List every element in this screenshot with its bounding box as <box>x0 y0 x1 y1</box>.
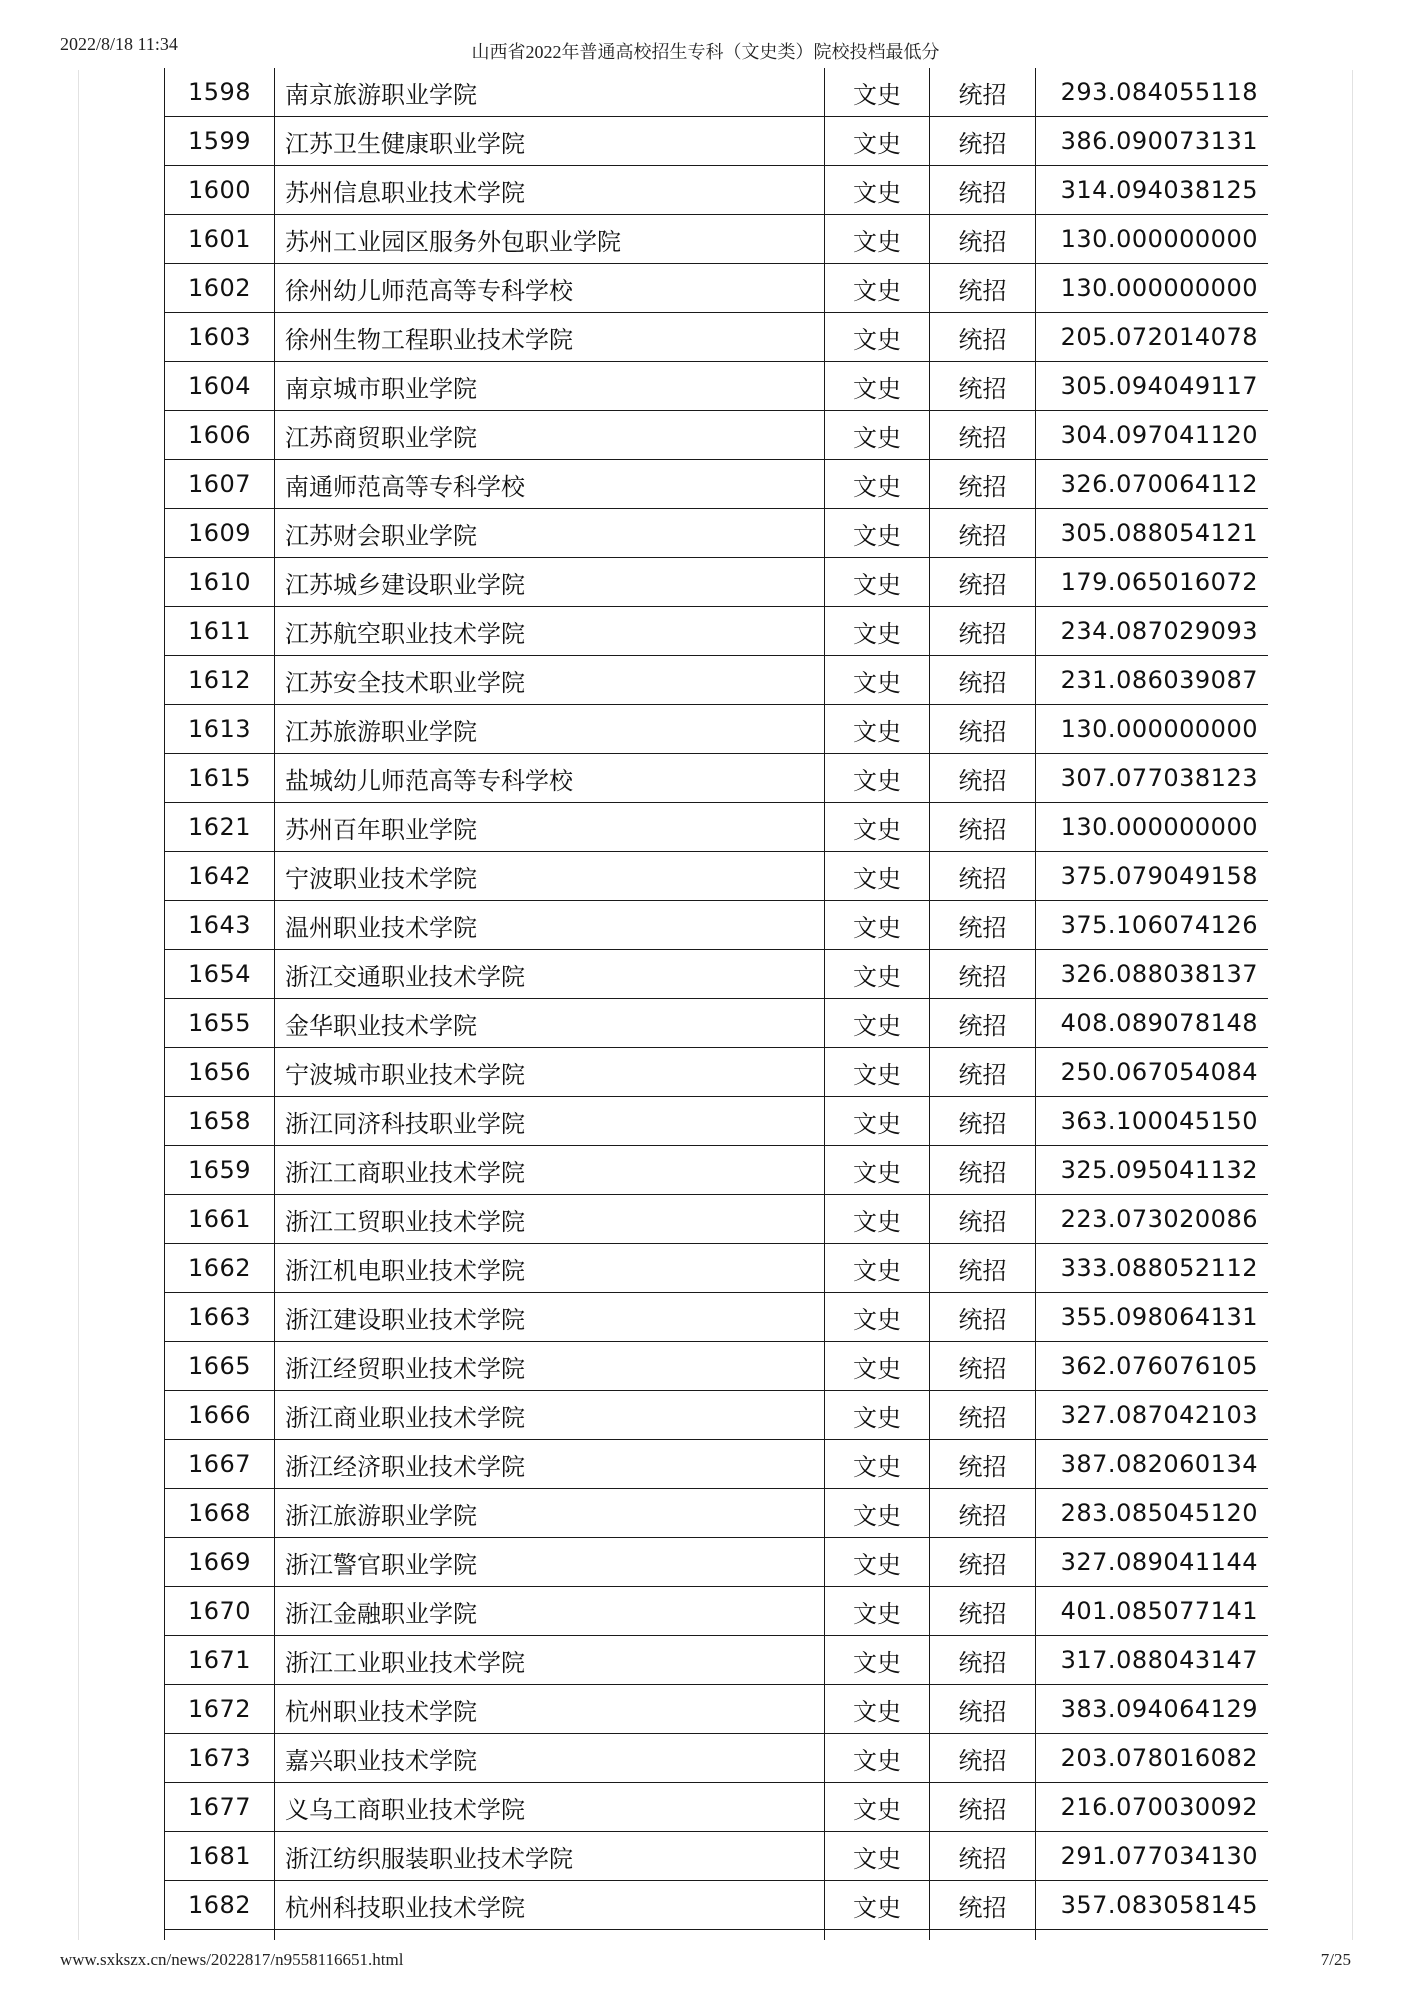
table-row <box>165 754 1269 803</box>
min-score-cell: 327.089041144 <box>1036 1538 1269 1587</box>
school-name-cell: 宁波城市职业技术学院 <box>275 1048 825 1097</box>
category-cell: 文史 <box>825 215 930 264</box>
table-row <box>165 1097 1269 1146</box>
min-score-cell: 355.098064131 <box>1036 1293 1269 1342</box>
school-code-cell: 1654 <box>165 950 275 999</box>
table-row <box>165 1832 1269 1881</box>
table-row <box>165 68 1269 117</box>
category-cell: 文史 <box>825 1293 930 1342</box>
school-code-cell: 1598 <box>165 68 275 117</box>
min-score-cell: 305.094049117 <box>1036 362 1269 411</box>
school-code-cell: 1671 <box>165 1636 275 1685</box>
min-score-cell: 314.094038125 <box>1036 166 1269 215</box>
school-code-cell: 1643 <box>165 901 275 950</box>
category-cell: 文史 <box>825 1391 930 1440</box>
school-code-cell: 1672 <box>165 1685 275 1734</box>
school-name-cell: 杭州职业技术学院 <box>275 1685 825 1734</box>
category-cell: 文史 <box>825 705 930 754</box>
school-code-cell: 1681 <box>165 1832 275 1881</box>
admission-type-cell: 统招 <box>930 1146 1036 1195</box>
admission-type-cell: 统招 <box>930 1783 1036 1832</box>
min-score-cell: 327.087042103 <box>1036 1391 1269 1440</box>
table-row <box>165 460 1269 509</box>
school-code-cell: 1655 <box>165 999 275 1048</box>
table-row <box>165 1538 1269 1587</box>
school-code-cell: 1666 <box>165 1391 275 1440</box>
school-name-cell: 江苏商贸职业学院 <box>275 411 825 460</box>
category-cell: 文史 <box>825 1587 930 1636</box>
school-name-cell: 南通师范高等专科学校 <box>275 460 825 509</box>
school-name-cell: 江苏卫生健康职业学院 <box>275 117 825 166</box>
school-code-cell: 1603 <box>165 313 275 362</box>
school-name-cell: 宁波职业技术学院 <box>275 852 825 901</box>
admission-type-cell: 统招 <box>930 1538 1036 1587</box>
min-score-cell: 223.073020086 <box>1036 1195 1269 1244</box>
category-cell: 文史 <box>825 901 930 950</box>
school-code-cell: 1600 <box>165 166 275 215</box>
school-code-cell: 1665 <box>165 1342 275 1391</box>
school-name-cell: 浙江工商职业技术学院 <box>275 1146 825 1195</box>
category-cell: 文史 <box>825 1146 930 1195</box>
min-score-cell: 317.088043147 <box>1036 1636 1269 1685</box>
table-row <box>165 1440 1269 1489</box>
school-code-cell: 1663 <box>165 1293 275 1342</box>
school-code-cell: 1667 <box>165 1440 275 1489</box>
school-code-cell: 1611 <box>165 607 275 656</box>
school-name-cell: 浙江经济职业技术学院 <box>275 1440 825 1489</box>
empty-cell <box>275 1930 825 1941</box>
table-row-continued <box>165 1930 1269 1941</box>
page-left-rule <box>78 70 79 1940</box>
school-code-cell: 1612 <box>165 656 275 705</box>
min-score-cell: 130.000000000 <box>1036 215 1269 264</box>
school-code-cell: 1662 <box>165 1244 275 1293</box>
table-row <box>165 509 1269 558</box>
school-code-cell: 1642 <box>165 852 275 901</box>
min-score-cell: 333.088052112 <box>1036 1244 1269 1293</box>
admission-type-cell: 统招 <box>930 852 1036 901</box>
table-row <box>165 1244 1269 1293</box>
table-row <box>165 1783 1269 1832</box>
min-score-cell: 386.090073131 <box>1036 117 1269 166</box>
category-cell: 文史 <box>825 558 930 607</box>
table-row <box>165 1048 1269 1097</box>
admission-type-cell: 统招 <box>930 509 1036 558</box>
page-right-rule <box>1352 70 1353 1940</box>
admission-type-cell: 统招 <box>930 1587 1036 1636</box>
admission-type-cell: 统招 <box>930 313 1036 362</box>
category-cell: 文史 <box>825 1538 930 1587</box>
school-code-cell: 1669 <box>165 1538 275 1587</box>
school-name-cell: 义乌工商职业技术学院 <box>275 1783 825 1832</box>
table-row <box>165 1293 1269 1342</box>
empty-cell <box>1036 1930 1269 1941</box>
min-score-cell: 375.079049158 <box>1036 852 1269 901</box>
min-score-cell: 401.085077141 <box>1036 1587 1269 1636</box>
category-cell: 文史 <box>825 460 930 509</box>
category-cell: 文史 <box>825 1734 930 1783</box>
school-name-cell: 浙江金融职业学院 <box>275 1587 825 1636</box>
category-cell: 文史 <box>825 1097 930 1146</box>
table-row <box>165 558 1269 607</box>
table-row <box>165 1881 1269 1930</box>
school-code-cell: 1607 <box>165 460 275 509</box>
school-name-cell: 江苏财会职业学院 <box>275 509 825 558</box>
category-cell: 文史 <box>825 117 930 166</box>
school-code-cell: 1670 <box>165 1587 275 1636</box>
min-score-cell: 383.094064129 <box>1036 1685 1269 1734</box>
admission-score-table <box>164 68 1268 1940</box>
admission-type-cell: 统招 <box>930 1097 1036 1146</box>
category-cell: 文史 <box>825 362 930 411</box>
min-score-cell: 203.078016082 <box>1036 1734 1269 1783</box>
school-code-cell: 1658 <box>165 1097 275 1146</box>
category-cell: 文史 <box>825 1636 930 1685</box>
school-name-cell: 浙江旅游职业学院 <box>275 1489 825 1538</box>
table-row <box>165 264 1269 313</box>
table-row <box>165 950 1269 999</box>
category-cell: 文史 <box>825 1832 930 1881</box>
category-cell: 文史 <box>825 803 930 852</box>
school-name-cell: 浙江警官职业学院 <box>275 1538 825 1587</box>
school-code-cell: 1677 <box>165 1783 275 1832</box>
min-score-cell: 234.087029093 <box>1036 607 1269 656</box>
category-cell: 文史 <box>825 1783 930 1832</box>
min-score-cell: 250.067054084 <box>1036 1048 1269 1097</box>
page-number: 7/25 <box>1320 1950 1351 1969</box>
category-cell: 文史 <box>825 68 930 117</box>
table-row <box>165 1195 1269 1244</box>
school-code-cell: 1599 <box>165 117 275 166</box>
school-code-cell: 1656 <box>165 1048 275 1097</box>
school-code-cell: 1673 <box>165 1734 275 1783</box>
print-datetime: 2022/8/18 11:34 <box>60 34 178 54</box>
min-score-cell: 130.000000000 <box>1036 803 1269 852</box>
admission-type-cell: 统招 <box>930 1832 1036 1881</box>
school-name-cell: 苏州百年职业学院 <box>275 803 825 852</box>
table-row <box>165 1734 1269 1783</box>
min-score-cell: 362.076076105 <box>1036 1342 1269 1391</box>
admission-type-cell: 统招 <box>930 362 1036 411</box>
school-name-cell: 南京旅游职业学院 <box>275 68 825 117</box>
school-code-cell: 1621 <box>165 803 275 852</box>
min-score-cell: 305.088054121 <box>1036 509 1269 558</box>
school-name-cell: 江苏旅游职业学院 <box>275 705 825 754</box>
school-code-cell: 1610 <box>165 558 275 607</box>
admission-type-cell: 统招 <box>930 411 1036 460</box>
school-name-cell: 嘉兴职业技术学院 <box>275 1734 825 1783</box>
school-name-cell: 浙江工业职业技术学院 <box>275 1636 825 1685</box>
category-cell: 文史 <box>825 1342 930 1391</box>
table-row <box>165 215 1269 264</box>
category-cell: 文史 <box>825 1244 930 1293</box>
admission-type-cell: 统招 <box>930 999 1036 1048</box>
empty-cell <box>165 1930 275 1941</box>
category-cell: 文史 <box>825 852 930 901</box>
category-cell: 文史 <box>825 1195 930 1244</box>
min-score-cell: 325.095041132 <box>1036 1146 1269 1195</box>
category-cell: 文史 <box>825 1685 930 1734</box>
admission-type-cell: 统招 <box>930 607 1036 656</box>
admission-type-cell: 统招 <box>930 1440 1036 1489</box>
category-cell: 文史 <box>825 1881 930 1930</box>
table-row <box>165 656 1269 705</box>
school-name-cell: 浙江纺织服装职业技术学院 <box>275 1832 825 1881</box>
school-code-cell: 1668 <box>165 1489 275 1538</box>
admission-type-cell: 统招 <box>930 1293 1036 1342</box>
min-score-cell: 363.100045150 <box>1036 1097 1269 1146</box>
min-score-cell: 326.088038137 <box>1036 950 1269 999</box>
table-row <box>165 1489 1269 1538</box>
table-row <box>165 803 1269 852</box>
table-row <box>165 607 1269 656</box>
empty-cell <box>825 1930 930 1941</box>
table-row <box>165 1685 1269 1734</box>
table-row <box>165 411 1269 460</box>
table-row <box>165 166 1269 215</box>
table-row <box>165 117 1269 166</box>
min-score-cell: 130.000000000 <box>1036 264 1269 313</box>
admission-type-cell: 统招 <box>930 901 1036 950</box>
school-name-cell: 徐州生物工程职业技术学院 <box>275 313 825 362</box>
school-name-cell: 浙江商业职业技术学院 <box>275 1391 825 1440</box>
category-cell: 文史 <box>825 656 930 705</box>
category-cell: 文史 <box>825 1048 930 1097</box>
category-cell: 文史 <box>825 264 930 313</box>
category-cell: 文史 <box>825 950 930 999</box>
school-name-cell: 浙江交通职业技术学院 <box>275 950 825 999</box>
min-score-cell: 304.097041120 <box>1036 411 1269 460</box>
admission-type-cell: 统招 <box>930 754 1036 803</box>
school-code-cell: 1601 <box>165 215 275 264</box>
min-score-cell: 408.089078148 <box>1036 999 1269 1048</box>
admission-type-cell: 统招 <box>930 950 1036 999</box>
school-code-cell: 1606 <box>165 411 275 460</box>
table-row <box>165 705 1269 754</box>
admission-type-cell: 统招 <box>930 117 1036 166</box>
category-cell: 文史 <box>825 607 930 656</box>
category-cell: 文史 <box>825 313 930 362</box>
school-name-cell: 江苏航空职业技术学院 <box>275 607 825 656</box>
category-cell: 文史 <box>825 411 930 460</box>
school-name-cell: 浙江经贸职业技术学院 <box>275 1342 825 1391</box>
admission-type-cell: 统招 <box>930 558 1036 607</box>
school-name-cell: 浙江机电职业技术学院 <box>275 1244 825 1293</box>
min-score-cell: 387.082060134 <box>1036 1440 1269 1489</box>
admission-type-cell: 统招 <box>930 1881 1036 1930</box>
admission-type-cell: 统招 <box>930 460 1036 509</box>
school-name-cell: 浙江工贸职业技术学院 <box>275 1195 825 1244</box>
school-name-cell: 江苏安全技术职业学院 <box>275 656 825 705</box>
admission-type-cell: 统招 <box>930 264 1036 313</box>
school-name-cell: 金华职业技术学院 <box>275 999 825 1048</box>
table-row <box>165 1342 1269 1391</box>
school-code-cell: 1613 <box>165 705 275 754</box>
category-cell: 文史 <box>825 1489 930 1538</box>
school-name-cell: 苏州工业园区服务外包职业学院 <box>275 215 825 264</box>
admission-type-cell: 统招 <box>930 705 1036 754</box>
school-code-cell: 1682 <box>165 1881 275 1930</box>
school-name-cell: 盐城幼儿师范高等专科学校 <box>275 754 825 803</box>
category-cell: 文史 <box>825 166 930 215</box>
admission-type-cell: 统招 <box>930 1489 1036 1538</box>
admission-type-cell: 统招 <box>930 1391 1036 1440</box>
admission-type-cell: 统招 <box>930 1342 1036 1391</box>
admission-type-cell: 统招 <box>930 1636 1036 1685</box>
min-score-cell: 291.077034130 <box>1036 1832 1269 1881</box>
source-url: www.sxkszx.cn/news/2022817/n9558116651.html <box>60 1950 404 1969</box>
school-name-cell: 浙江同济科技职业学院 <box>275 1097 825 1146</box>
admission-type-cell: 统招 <box>930 803 1036 852</box>
admission-type-cell: 统招 <box>930 1685 1036 1734</box>
school-code-cell: 1604 <box>165 362 275 411</box>
admission-type-cell: 统招 <box>930 68 1036 117</box>
category-cell: 文史 <box>825 509 930 558</box>
category-cell: 文史 <box>825 754 930 803</box>
school-name-cell: 浙江建设职业技术学院 <box>275 1293 825 1342</box>
min-score-cell: 231.086039087 <box>1036 656 1269 705</box>
min-score-cell: 307.077038123 <box>1036 754 1269 803</box>
min-score-cell: 216.070030092 <box>1036 1783 1269 1832</box>
school-name-cell: 温州职业技术学院 <box>275 901 825 950</box>
page-title: 山西省2022年普通高校招生专科（文史类）院校投档最低分 <box>471 42 940 62</box>
school-name-cell: 南京城市职业学院 <box>275 362 825 411</box>
school-code-cell: 1609 <box>165 509 275 558</box>
school-code-cell: 1602 <box>165 264 275 313</box>
table-row <box>165 1636 1269 1685</box>
table-row <box>165 1146 1269 1195</box>
min-score-cell: 375.106074126 <box>1036 901 1269 950</box>
admission-type-cell: 统招 <box>930 166 1036 215</box>
table-row <box>165 999 1269 1048</box>
admission-type-cell: 统招 <box>930 1244 1036 1293</box>
school-name-cell: 苏州信息职业技术学院 <box>275 166 825 215</box>
min-score-cell: 130.000000000 <box>1036 705 1269 754</box>
min-score-cell: 179.065016072 <box>1036 558 1269 607</box>
school-name-cell: 徐州幼儿师范高等专科学校 <box>275 264 825 313</box>
table-row <box>165 901 1269 950</box>
min-score-cell: 293.084055118 <box>1036 68 1269 117</box>
min-score-cell: 357.083058145 <box>1036 1881 1269 1930</box>
table-row <box>165 1587 1269 1636</box>
min-score-cell: 326.070064112 <box>1036 460 1269 509</box>
table-row <box>165 852 1269 901</box>
admission-type-cell: 统招 <box>930 215 1036 264</box>
school-code-cell: 1661 <box>165 1195 275 1244</box>
admission-type-cell: 统招 <box>930 1048 1036 1097</box>
category-cell: 文史 <box>825 999 930 1048</box>
admission-type-cell: 统招 <box>930 1195 1036 1244</box>
school-code-cell: 1659 <box>165 1146 275 1195</box>
school-name-cell: 杭州科技职业技术学院 <box>275 1881 825 1930</box>
school-name-cell: 江苏城乡建设职业学院 <box>275 558 825 607</box>
min-score-cell: 205.072014078 <box>1036 313 1269 362</box>
empty-cell <box>930 1930 1036 1941</box>
category-cell: 文史 <box>825 1440 930 1489</box>
school-code-cell: 1615 <box>165 754 275 803</box>
table-row <box>165 313 1269 362</box>
table-row <box>165 1391 1269 1440</box>
admission-type-cell: 统招 <box>930 656 1036 705</box>
table-row <box>165 362 1269 411</box>
admission-type-cell: 统招 <box>930 1734 1036 1783</box>
min-score-cell: 283.085045120 <box>1036 1489 1269 1538</box>
